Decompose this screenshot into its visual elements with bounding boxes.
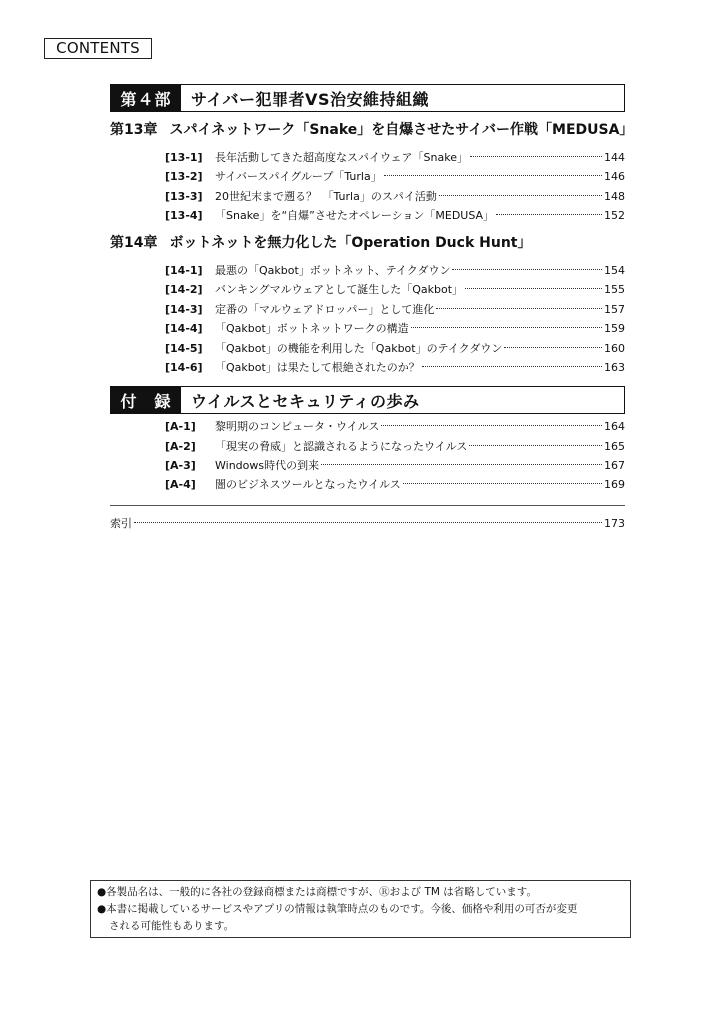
dot-leader: [452, 269, 602, 270]
dot-leader: [470, 156, 602, 157]
entry-title: 「Qakbot」の機能を利用した「Qakbot」のテイクダウン: [215, 342, 503, 355]
entry-page: 160: [604, 342, 625, 355]
entry-code: [13-2]: [165, 170, 203, 183]
toc-entry-13-1[interactable]: [165, 149, 625, 167]
toc-entry-a-4[interactable]: [165, 476, 625, 494]
toc-entry-14-3[interactable]: [165, 301, 625, 319]
entry-title: 闇のビジネスツールとなったウイルス: [215, 478, 401, 491]
toc-entry-14-6[interactable]: [165, 359, 625, 377]
toc-entry-index[interactable]: [110, 515, 625, 533]
entry-code: [A-4]: [165, 478, 196, 491]
dot-leader: [496, 214, 602, 215]
dot-leader: [134, 522, 602, 523]
dot-leader: [403, 483, 602, 484]
entry-page: 154: [604, 264, 625, 277]
toc-entry-14-4[interactable]: [165, 320, 625, 338]
chapter-number: 第14章: [110, 235, 158, 251]
dot-leader: [465, 288, 602, 289]
entry-page: 146: [604, 170, 625, 183]
toc-entry-13-4[interactable]: [165, 207, 625, 225]
entry-title: 「Qakbot」ボットネットワークの構造: [215, 322, 409, 335]
entry-title: 定番の「マルウェアドロッパー」として進化: [215, 303, 435, 316]
entry-title: 「Qakbot」は果たして根絶されたのか？: [215, 361, 420, 374]
index-page: 173: [604, 517, 625, 530]
dot-leader: [504, 347, 602, 348]
entry-page: 159: [604, 322, 625, 335]
entry-code: [13-3]: [165, 190, 203, 203]
entry-code: [13-4]: [165, 209, 203, 222]
dot-leader: [436, 308, 602, 309]
entry-title: Windows時代の到来: [215, 459, 320, 472]
dot-leader: [439, 195, 602, 196]
index-label: 索引: [110, 517, 132, 530]
chapter-number: 第13章: [110, 122, 158, 138]
part-header-appendix: [110, 386, 625, 414]
entry-title: サイバースパイグループ「Turla」: [215, 170, 382, 183]
toc-entry-a-3[interactable]: [165, 457, 625, 475]
entry-code: [14-5]: [165, 342, 203, 355]
section-divider: [110, 505, 625, 506]
dot-leader: [469, 445, 602, 446]
entry-title: 長年活動してきた超高度なスパイウェア「Snake」: [215, 151, 468, 164]
toc-entry-14-2[interactable]: [165, 281, 625, 299]
entry-title: 最悪の「Qakbot」ボットネット、テイクダウン: [215, 264, 451, 277]
entry-page: 165: [604, 440, 625, 453]
entry-page: 148: [604, 190, 625, 203]
entry-code: [A-1]: [165, 420, 196, 433]
entry-code: [14-2]: [165, 283, 203, 296]
toc-entry-14-1[interactable]: [165, 262, 625, 280]
entry-page: 157: [604, 303, 625, 316]
dot-leader: [381, 425, 602, 426]
chapter-14-heading[interactable]: [110, 232, 625, 254]
entry-code: [A-3]: [165, 459, 196, 472]
part-title: ウイルスとセキュリティの歩み: [191, 391, 420, 411]
toc-entry-14-5[interactable]: [165, 340, 625, 358]
entry-page: 167: [604, 459, 625, 472]
toc-entry-a-2[interactable]: [165, 438, 625, 456]
entry-title: 黎明期のコンピュータ・ウイルス: [215, 420, 380, 433]
part-title: サイバー犯罪者VS治安維持組織: [191, 89, 429, 109]
entry-title: 「Snake」を“自爆”させたオペレーション「MEDUSA」: [215, 209, 495, 222]
entry-code: [14-3]: [165, 303, 203, 316]
dot-leader: [422, 366, 602, 367]
contents-label: CONTENTS: [44, 38, 152, 59]
part-header-4: [110, 84, 625, 112]
entry-code: [14-1]: [165, 264, 203, 277]
dot-leader: [384, 175, 602, 176]
entry-title: 20世紀末まで遡る？ 「Turla」のスパイ活動: [215, 190, 437, 203]
chapter-13-heading[interactable]: [110, 119, 634, 141]
entry-page: 163: [604, 361, 625, 374]
chapter-title: ボットネットを無力化した「Operation Duck Hunt」: [169, 235, 532, 251]
entry-code: [13-1]: [165, 151, 203, 164]
dot-leader: [411, 327, 602, 328]
part-number: 第４部: [111, 85, 181, 111]
entry-page: 152: [604, 209, 625, 222]
notice-line-1: ●各製品名は、一般的に各社の登録商標または商標ですが、Ⓡおよび TM は省略しています。: [97, 886, 537, 898]
entry-page: 169: [604, 478, 625, 491]
notice-line-2: ●本書に掲載しているサービスやアプリの情報は執筆時点のものです。今後、価格や利用の可否が変更: [97, 903, 578, 915]
part-number: 付 録: [111, 387, 181, 413]
entry-code: [14-6]: [165, 361, 203, 374]
entry-code: [14-4]: [165, 322, 203, 335]
chapter-title: スパイネットワーク「Snake」を自爆させたサイバー作戦「MEDUSA」: [169, 122, 634, 138]
toc-entry-13-3[interactable]: [165, 188, 625, 206]
dot-leader: [321, 464, 602, 465]
toc-entry-13-2[interactable]: [165, 168, 625, 186]
entry-title: 「現実の脅威」と認識されるようになったウイルス: [215, 440, 468, 453]
toc-entry-a-1[interactable]: [165, 418, 625, 436]
notice-box: [90, 880, 631, 938]
entry-code: [A-2]: [165, 440, 196, 453]
entry-title: バンキングマルウェアとして誕生した「Qakbot」: [215, 283, 464, 296]
entry-page: 164: [604, 420, 625, 433]
entry-page: 155: [604, 283, 625, 296]
entry-page: 144: [604, 151, 625, 164]
notice-line-3: される可能性もあります。: [109, 920, 235, 932]
